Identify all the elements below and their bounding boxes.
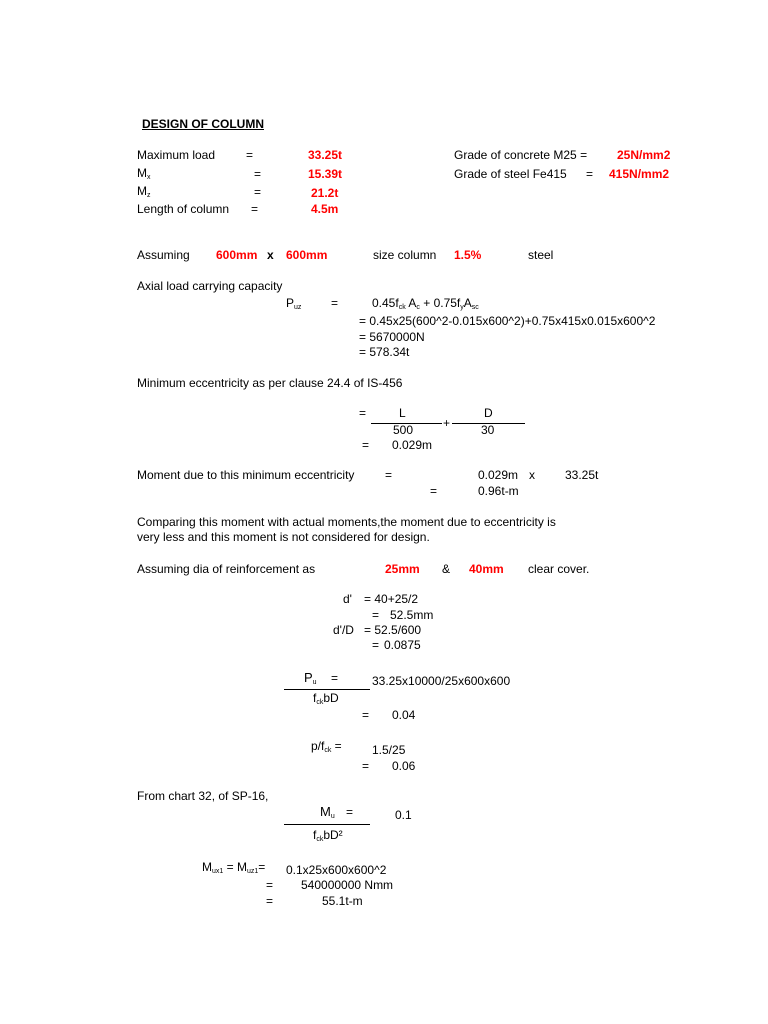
equals-sign: = (385, 468, 393, 482)
d-prime-over-d-value: 0.0875 (384, 638, 421, 652)
pu-numerator: $P_u$ (304, 670, 317, 686)
p-over-fck-label: $p/f_{ck}$ = (311, 739, 342, 754)
size-column-label: size column (373, 248, 437, 262)
puz-tonnes: = 578.34t (359, 345, 410, 359)
equals-sign: = (362, 708, 370, 722)
mux-value-nmm: 540000000 Nmm (301, 878, 394, 892)
times-sign: x (267, 248, 274, 262)
fraction-l-denominator: 500 (393, 423, 414, 437)
equals-sign: = (331, 296, 339, 310)
equals-sign: = (372, 608, 380, 622)
equals-sign: = (359, 406, 367, 420)
equals-sign: = (362, 438, 370, 452)
mux-expression: 0.1x25x600x600^2 (286, 863, 387, 877)
fraction-line (284, 824, 370, 825)
equals-sign: = (430, 484, 438, 498)
moment-load: 33.25t (565, 468, 599, 482)
pu-denominator: $f_{ck}bD$ (313, 691, 339, 706)
mu-denominator: $f_{ck}bD^2$ (313, 828, 343, 843)
steel-label: steel (528, 248, 554, 262)
equals-sign: = (266, 878, 274, 892)
eccentricity-result: 0.029m (392, 438, 433, 452)
chart-heading: From chart 32, of SP-16, (137, 789, 269, 803)
moment-eccentricity: 0.029m (478, 468, 519, 482)
length-value: 4.5m (311, 202, 339, 216)
concrete-grade-value: 25N/mm2 (617, 148, 671, 162)
column-size-1: 600mm (216, 248, 258, 262)
equals-sign: = (331, 671, 339, 685)
clear-cover-label: clear cover. (528, 562, 590, 576)
page-title: DESIGN OF COLUMN (142, 117, 264, 131)
concrete-grade-label: Grade of concrete M25 = (454, 148, 588, 162)
times-sign: x (529, 468, 535, 482)
equals-sign: = (254, 185, 262, 199)
mx-value: 15.39t (308, 167, 343, 181)
eccentricity-heading: Minimum eccentricity as per clause 24.4 of IS-456 (137, 376, 403, 390)
puz-newtons: = 5670000N (359, 330, 425, 344)
reinforcement-dia: 25mm (385, 562, 420, 576)
puz-substitution: = 0.45x25(600^2-0.015x600^2)+0.75x415x0.015x600^2 (359, 314, 656, 328)
equals-sign: = (266, 894, 274, 908)
axial-heading: Axial load carrying capacity (137, 279, 283, 293)
mu-value: 0.1 (395, 808, 412, 822)
length-label: Length of column (137, 202, 230, 216)
mux-label: $M_{ux1} = M_{uz1}=$ (202, 860, 266, 875)
moment-result: 0.96t-m (478, 484, 519, 498)
equals-sign: = (251, 202, 259, 216)
mz-value: 21.2t (311, 186, 339, 200)
puz-label: $P_{uz}$ (286, 296, 302, 311)
d-prime-value: 52.5mm (390, 608, 434, 622)
d-prime-label: d' (343, 592, 352, 606)
d-prime-over-d-expression: = 52.5/600 (364, 623, 422, 637)
p-over-fck-value: 0.06 (392, 759, 416, 773)
max-load-label: Maximum load (137, 148, 216, 162)
moment-label: Moment due to this minimum eccentricity (137, 468, 355, 482)
d-prime-expression: = 40+25/2 (364, 592, 419, 606)
fraction-l-numerator: L (399, 406, 406, 420)
ampersand: & (442, 562, 451, 576)
comparing-line-1: Comparing this moment with actual moments,the moment due to eccentricity is (137, 515, 556, 529)
assuming-label: Assuming (137, 248, 190, 262)
equals-sign: = (372, 638, 380, 652)
fraction-d-denominator: 30 (481, 423, 495, 437)
clear-cover-value: 40mm (469, 562, 504, 576)
mz-label: $M_z$ (137, 184, 151, 199)
column-size-2: 600mm (286, 248, 328, 262)
plus-sign: + (443, 416, 451, 430)
pu-value: 0.04 (392, 708, 416, 722)
steel-grade-value: 415N/mm2 (609, 167, 670, 181)
equals-sign: = (246, 148, 254, 162)
steel-percent: 1.5% (454, 248, 482, 262)
equals-sign: = (586, 167, 594, 181)
fraction-d-numerator: D (484, 406, 493, 420)
puz-formula: $0.45f_{ck}$ $A_c + 0.75f_yA_{sc}$ (372, 296, 479, 311)
mu-numerator: $M_u$ (320, 804, 335, 820)
equals-sign: = (346, 805, 354, 819)
mx-label: $M_x$ (137, 166, 151, 181)
comparing-line-2: very less and this moment is not considered for design. (137, 530, 430, 544)
equals-sign: = (362, 759, 370, 773)
steel-grade-label: Grade of steel Fe415 (454, 167, 567, 181)
d-prime-over-d-label: d'/D (333, 623, 354, 637)
reinforcement-label: Assuming dia of reinforcement as (137, 562, 316, 576)
fraction-line (284, 689, 370, 690)
pu-expression: 33.25x10000/25x600x600 (372, 674, 511, 688)
max-load-value: 33.25t (308, 148, 343, 162)
equals-sign: = (254, 167, 262, 181)
p-over-fck-expression: 1.5/25 (372, 743, 406, 757)
mux-value-tm: 55.1t-m (322, 894, 363, 908)
